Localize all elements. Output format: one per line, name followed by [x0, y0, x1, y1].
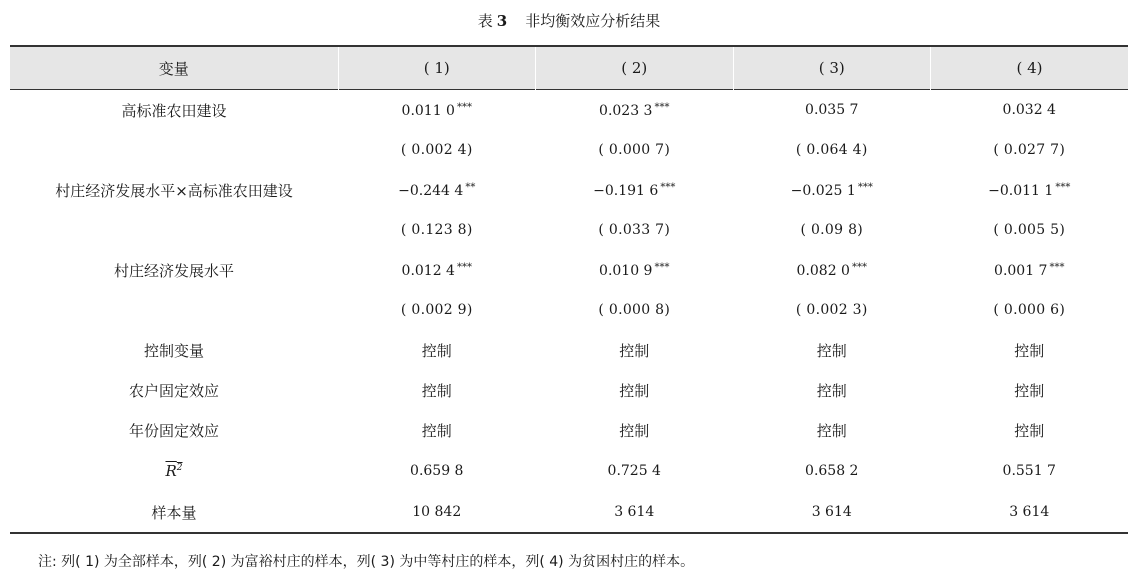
table-row — [10, 450, 1128, 492]
regression-table — [10, 45, 1128, 534]
value-cell: 控制 — [421, 341, 452, 360]
table-row-se — [10, 290, 1128, 330]
value-cell: 控制 — [816, 341, 847, 360]
value-cell: 控制 — [1014, 341, 1045, 360]
std-error-cell: ( 0.123 8) — [400, 222, 473, 238]
table-row — [10, 90, 1128, 131]
std-error-cell: ( 0.027 7) — [993, 142, 1066, 158]
header-variable: 变量 — [158, 59, 189, 78]
r2-symbol: $R^2$ — [165, 462, 183, 480]
value-cell: 控制 — [619, 421, 650, 440]
value-cell: 0.032 4 — [1002, 102, 1056, 118]
value-cell: 0.551 7 — [1002, 463, 1056, 479]
value-cell: −0.011 1 *** — [988, 181, 1071, 199]
std-error-cell: ( 0.09 8) — [800, 222, 864, 238]
value-cell: 控制 — [816, 381, 847, 400]
row-label: 村庄经济发展水平 — [113, 261, 234, 280]
value-cell: 控制 — [1014, 381, 1045, 400]
row-label — [10, 290, 338, 330]
row-label: 控制变量 — [143, 341, 204, 360]
value-cell: 控制 — [421, 381, 452, 400]
table-row — [10, 250, 1128, 290]
row-label — [10, 130, 338, 170]
row-label: 村庄经济发展水平×高标准农田建设 — [55, 181, 293, 200]
table-row — [10, 370, 1128, 410]
row-label: 样本量 — [151, 503, 197, 522]
value-cell: 控制 — [619, 381, 650, 400]
table-title-number: 3 — [496, 12, 508, 30]
value-cell: −0.191 6 *** — [593, 181, 676, 199]
value-cell: 控制 — [1014, 421, 1045, 440]
significance-stars: *** — [660, 181, 676, 193]
value-cell: 0.725 4 — [607, 463, 661, 479]
value-cell: 3 614 — [811, 504, 852, 520]
table-note: 注: 列( 1) 为全部样本，列( 2) 为富裕村庄的样本，列( 3) 为中等村庄的样本，列( 4) 为贫困村庄的样本。 — [38, 554, 695, 570]
value-cell: 0.659 8 — [410, 463, 464, 479]
value-cell: 控制 — [421, 421, 452, 440]
value-cell: 控制 — [619, 341, 650, 360]
value-cell: 0.023 3 *** — [599, 101, 670, 119]
value-cell: 0.010 9 *** — [599, 261, 670, 279]
value-cell: 0.011 0 *** — [401, 101, 472, 119]
std-error-cell: ( 0.005 5) — [993, 222, 1066, 238]
table-title-text: 非均衡效应分析结果 — [525, 12, 661, 30]
table-row — [10, 330, 1128, 370]
table-row — [10, 410, 1128, 450]
table-row — [10, 492, 1128, 533]
significance-stars: *** — [456, 101, 472, 113]
std-error-cell: ( 0.002 3) — [795, 302, 868, 318]
row-label: 年份固定效应 — [128, 421, 219, 440]
value-cell: 0.658 2 — [805, 463, 859, 479]
table-row — [10, 170, 1128, 210]
header-row — [10, 46, 1128, 90]
value-cell: 0.012 4 *** — [401, 261, 472, 279]
std-error-cell: ( 0.064 4) — [795, 142, 868, 158]
value-cell: 3 614 — [614, 504, 655, 520]
value-cell: −0.244 4 ** — [398, 181, 476, 199]
header-col-4: ( 4) — [931, 46, 1129, 90]
table-row-se — [10, 210, 1128, 250]
significance-stars: *** — [851, 261, 867, 273]
value-cell: 控制 — [816, 421, 847, 440]
significance-stars: *** — [456, 261, 472, 273]
table-title — [0, 10, 1138, 31]
value-cell: 3 614 — [1009, 504, 1050, 520]
significance-stars: *** — [857, 181, 873, 193]
header-col-1: ( 1) — [338, 46, 536, 90]
std-error-cell: ( 0.000 8) — [598, 302, 671, 318]
value-cell: 10 842 — [412, 504, 462, 520]
std-error-cell: ( 0.002 4) — [400, 142, 473, 158]
row-label: 高标准农田建设 — [121, 101, 227, 120]
value-cell: 0.035 7 — [805, 102, 859, 118]
value-cell: −0.025 1 *** — [790, 181, 873, 199]
significance-stars: ** — [465, 181, 476, 193]
std-error-cell: ( 0.033 7) — [598, 222, 671, 238]
table-title-prefix: 表 — [477, 12, 493, 30]
value-cell: 0.082 0 *** — [796, 261, 867, 279]
row-label — [10, 210, 338, 250]
significance-stars: *** — [1049, 261, 1065, 273]
table-row-se — [10, 130, 1128, 170]
std-error-cell: ( 0.000 6) — [993, 302, 1066, 318]
row-label — [10, 450, 338, 492]
std-error-cell: ( 0.000 7) — [598, 142, 671, 158]
header-col-2: ( 2) — [536, 46, 734, 90]
significance-stars: *** — [654, 261, 670, 273]
row-label: 农户固定效应 — [128, 381, 219, 400]
header-col-3: ( 3) — [733, 46, 931, 90]
table-body — [10, 90, 1128, 534]
value-cell: 0.001 7 *** — [994, 261, 1065, 279]
significance-stars: *** — [1055, 181, 1071, 193]
std-error-cell: ( 0.002 9) — [400, 302, 473, 318]
significance-stars: *** — [654, 101, 670, 113]
